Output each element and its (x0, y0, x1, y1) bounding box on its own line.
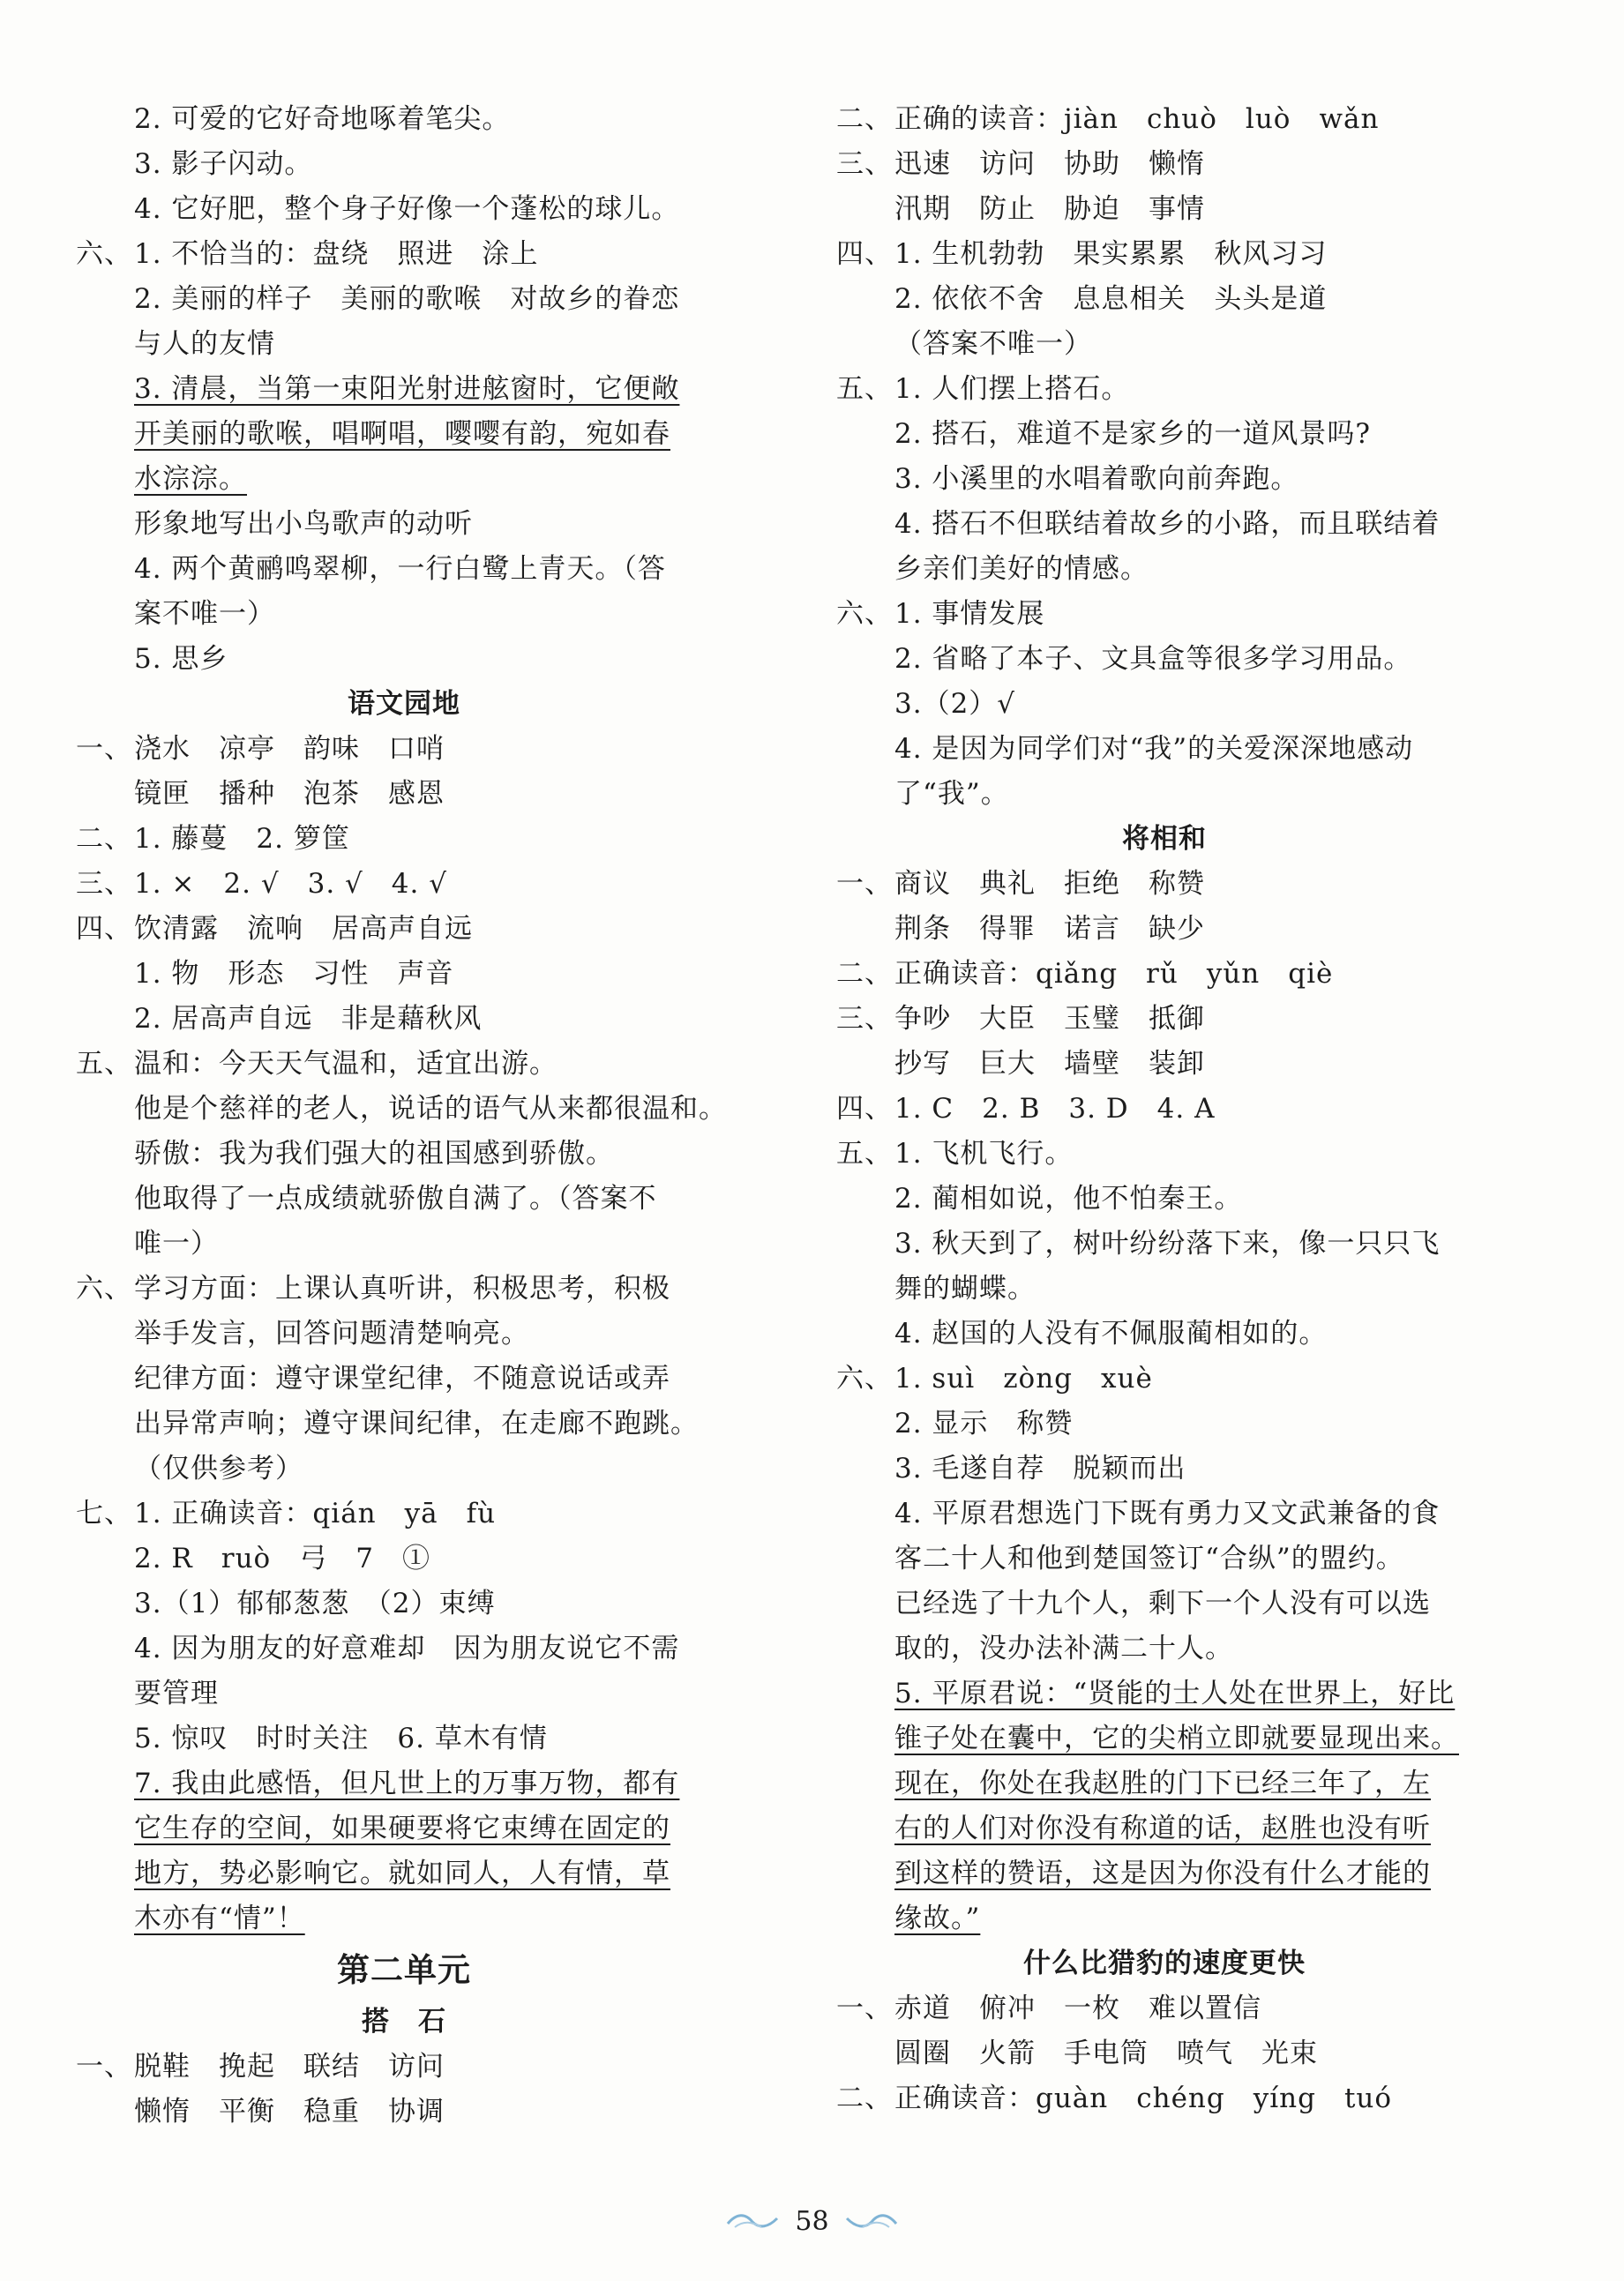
question-number: 四、 (836, 238, 893, 270)
question-number: 五、 (836, 1138, 893, 1170)
text-line: 2. R ruò 弓 7 ① (134, 1543, 430, 1574)
text-line: 4. 平原君想选门下既有勇力又文武兼备的食 (894, 1498, 1441, 1529)
text-line: 5. 惊叹 时时关注 6. 草木有情 (134, 1723, 548, 1754)
text-line: 唯一） (134, 1228, 219, 1260)
question-number: 一、 (836, 868, 893, 900)
answer-text: 1. 正确读音：qián yā fù (134, 1498, 497, 1529)
text-line: 骄傲：我为我们强大的祖国感到骄傲。 (134, 1138, 614, 1170)
text-line: 2. 显示 称赞 (894, 1408, 1074, 1440)
underlined-sentence: 7. 我由此感悟，但凡世上的万事万物，都有 (134, 1768, 680, 1799)
underlined-sentence: 5. 平原君说：“贤能的士人处在世界上，好比 (894, 1678, 1456, 1709)
text-line: 3. 毛遂自荐 脱颖而出 (894, 1453, 1186, 1485)
answer-text: 浇水 凉亭 韵味 口哨 (134, 733, 445, 765)
answer-text: 1. suì zòng xuè (894, 1363, 1153, 1395)
unit-title: 第二单元 (337, 1951, 471, 1989)
question-number: 二、 (76, 823, 132, 855)
question-number: 三、 (76, 868, 132, 900)
section-title: 什么比猎豹的速度更快 (1023, 1948, 1306, 1979)
answer-text: 1. 不恰当的：盘绕 照进 涂上 (134, 238, 539, 270)
answer-text: 迅速 访问 协助 懒惰 (894, 148, 1205, 180)
text-line: 4. 它好肥，整个身子好像一个蓬松的球儿。 (134, 193, 680, 225)
text-line: 3. 影子闪动。 (134, 148, 313, 180)
wave-ornament-icon (726, 2211, 779, 2231)
text-line: 汛期 防止 胁迫 事情 (894, 193, 1205, 225)
text-line: 他取得了一点成绩就骄傲自满了。（答案不 (134, 1183, 657, 1215)
section-title: 将相和 (1122, 823, 1207, 855)
right-column (836, 97, 1493, 2121)
question-number: 五、 (76, 1048, 132, 1080)
text-line: 3.（2）√ (894, 688, 1016, 720)
page-footer (0, 2195, 1624, 2247)
text-line: 形象地写出小鸟歌声的动听 (134, 508, 473, 540)
text-line: 3. 秋天到了，树叶纷纷落下来，像一只只飞 (894, 1228, 1441, 1260)
question-number: 六、 (76, 1273, 132, 1305)
underlined-sentence: 缘故。” (894, 1903, 981, 1934)
text-line: 3. 小溪里的水唱着歌向前奔跑。 (894, 463, 1299, 495)
question-number: 二、 (836, 958, 893, 990)
text-line: 1. 物 形态 习性 声音 (134, 958, 454, 990)
text-line: 圆圈 火箭 手电筒 喷气 光束 (894, 2038, 1318, 2069)
underlined-sentence: 到这样的赞语，这是因为你没有什么才能的 (894, 1858, 1431, 1889)
answer-text: 正确读音：qiǎng rǔ yǔn qiè (894, 958, 1334, 990)
answer-text: 饮清露 流响 居高声自远 (134, 913, 473, 945)
text-line: 2. 蔺相如说，他不怕秦王。 (894, 1183, 1243, 1215)
text-line: 2. 省略了本子、文具盒等很多学习用品。 (894, 643, 1412, 675)
underlined-sentence: 木亦有“情”！ (134, 1903, 305, 1934)
text-line: 取的，没办法补满二十人。 (894, 1633, 1233, 1664)
text-line: 荆条 得罪 诺言 缺少 (894, 913, 1205, 945)
text-line: 乡亲们美好的情感。 (894, 553, 1149, 585)
section-title: 语文园地 (348, 688, 460, 720)
question-number: 一、 (76, 2051, 132, 2083)
text-line: 了“我”。 (894, 778, 1009, 810)
left-column (76, 97, 732, 2135)
underlined-sentence: 锥子处在囊中，它的尖梢立即就要显现出来。 (894, 1723, 1459, 1754)
text-line: 2. 居高声自远 非是藉秋风 (134, 1003, 483, 1035)
text-line: 案不唯一） (134, 598, 275, 630)
answer-text: 脱鞋 挽起 联结 访问 (134, 2051, 445, 2083)
text-line: 5. 思乡 (134, 643, 228, 675)
text-line: 懒惰 平衡 稳重 协调 (134, 2096, 445, 2128)
answer-text: 正确读音：guàn chéng yíng tuó (894, 2083, 1393, 2114)
answer-text: 1. 生机勃勃 果实累累 秋风习习 (894, 238, 1328, 270)
question-number: 三、 (836, 148, 893, 180)
answer-text: 1. C 2. B 3. D 4. A (894, 1093, 1216, 1125)
underlined-sentence: 右的人们对你没有称道的话，赵胜也没有听 (894, 1813, 1431, 1844)
answer-text: 争吵 大臣 玉璧 抵御 (894, 1003, 1205, 1035)
text-line: （仅供参考） (134, 1453, 303, 1485)
text-line: 舞的蝴蝶。 (894, 1273, 1036, 1305)
answer-text: 1. × 2. √ 3. √ 4. √ (134, 868, 447, 900)
text-line: 4. 搭石不但联结着故乡的小路，而且联结着 (894, 508, 1441, 540)
question-number: 六、 (76, 238, 132, 270)
text-line: 4. 两个黄鹂鸣翠柳，一行白鹭上青天。（答 (134, 553, 666, 585)
text-line: 4. 赵国的人没有不佩服蔺相如的。 (894, 1318, 1328, 1350)
question-number: 六、 (836, 1363, 893, 1395)
question-number: 一、 (76, 733, 132, 765)
text-line: 纪律方面：遵守课堂纪律，不随意说话或弄 (134, 1363, 670, 1395)
answer-text: 1. 事情发展 (894, 598, 1045, 630)
text-line: 4. 因为朋友的好意难却 因为朋友说它不需 (134, 1633, 680, 1664)
text-line: 2. 依依不舍 息息相关 头头是道 (894, 283, 1328, 315)
question-number: 五、 (836, 373, 893, 405)
text-line: 出异常声响；遵守课间纪律，在走廊不跑跳。 (134, 1408, 699, 1440)
text-line: 3.（1）郁郁葱葱 （2）束缚 (134, 1588, 496, 1619)
answer-text: 温和：今天天气温和，适宜出游。 (134, 1048, 558, 1080)
text-line: 抄写 巨大 墙壁 装卸 (894, 1048, 1205, 1080)
question-number: 二、 (836, 103, 893, 135)
question-number: 一、 (836, 1993, 893, 2024)
underlined-sentence: 它生存的空间，如果硬要将它束缚在固定的 (134, 1813, 670, 1844)
underlined-sentence: 现在，你处在我赵胜的门下已经三年了，左 (894, 1768, 1431, 1799)
answer-text: 正确的读音：jiàn chuò luò wǎn (894, 103, 1380, 135)
question-number: 二、 (836, 2083, 893, 2114)
page-number: 58 (795, 2205, 829, 2237)
wave-ornament-icon (845, 2211, 898, 2231)
text-line: 客二十人和他到楚国签订“合纵”的盟约。 (894, 1543, 1404, 1574)
text-line: 举手发言，回答问题清楚响亮。 (134, 1318, 529, 1350)
question-number: 三、 (836, 1003, 893, 1035)
text-line: 2. 可爱的它好奇地啄着笔尖。 (134, 103, 511, 135)
underlined-sentence: 地方，势必影响它。就如同人，人有情，草 (134, 1858, 670, 1889)
section-title: 搭 石 (362, 2006, 446, 2038)
text-line: 2. 美丽的样子 美丽的歌喉 对故乡的眷恋 (134, 283, 680, 315)
text-line: 要管理 (134, 1678, 219, 1709)
underlined-sentence: 3. 清晨，当第一束阳光射进舷窗时，它便敞 (134, 373, 680, 405)
question-number: 七、 (76, 1498, 132, 1529)
text-line: 2. 搭石，难道不是家乡的一道风景吗? (894, 418, 1372, 450)
text-line: 已经选了十九个人，剩下一个人没有可以选 (894, 1588, 1431, 1619)
text-line: 4. 是因为同学们对“我”的关爱深深地感动 (894, 733, 1414, 765)
text-line: 与人的友情 (134, 328, 275, 360)
answer-text: 1. 飞机飞行。 (894, 1138, 1074, 1170)
question-number: 六、 (836, 598, 893, 630)
answer-text: 学习方面：上课认真听讲，积极思考，积极 (134, 1273, 670, 1305)
question-number: 四、 (836, 1093, 893, 1125)
question-number: 四、 (76, 913, 132, 945)
answer-text: 赤道 俯冲 一枚 难以置信 (894, 1993, 1261, 2024)
answer-text: 商议 典礼 拒绝 称赞 (894, 868, 1205, 900)
text-line: 他是个慈祥的老人，说话的语气从来都很温和。 (134, 1093, 727, 1125)
question-line (76, 232, 732, 277)
answer-text: 1. 人们摆上搭石。 (894, 373, 1130, 405)
answer-text: 1. 藤蔓 2. 箩筐 (134, 823, 350, 855)
text-line: （答案不唯一） (894, 328, 1092, 360)
underlined-sentence: 开美丽的歌喉，唱啊唱，嘤嘤有韵，宛如春 (134, 418, 670, 450)
underlined-sentence: 水淙淙。 (134, 463, 247, 495)
text-line: 镜匣 播种 泡茶 感恩 (134, 778, 445, 810)
